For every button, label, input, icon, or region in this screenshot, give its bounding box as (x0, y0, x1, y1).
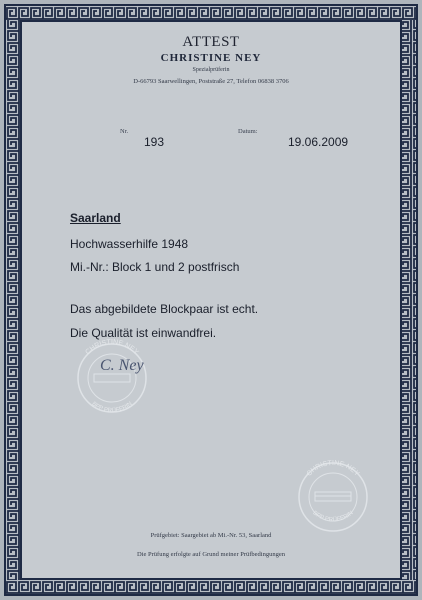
examiner-address: D-66793 Saarwellingen, Poststraße 27, Telefon 06838 3706 (133, 78, 289, 85)
date-value: 19.06.2009 (288, 135, 349, 149)
number-label: Nr. (120, 128, 129, 135)
authenticity-statement: Das abgebildete Blockpaar ist echt. (70, 302, 259, 316)
svg-text:CHRISTINE NEY: CHRISTINE NEY (84, 338, 140, 357)
svg-text:BPP PRÜFERIN: BPP PRÜFERIN (90, 401, 134, 415)
svg-text:BPP PRÜFERIN: BPP PRÜFERIN (311, 510, 355, 524)
footer-conditions: Die Prüfung erfolgte auf Grund meiner Prüfbedingungen (136, 551, 285, 558)
region-heading: Saarland (70, 211, 121, 225)
embossed-seal-signature (62, 332, 162, 416)
catalog-number: Mi.-Nr.: Block 1 und 2 postfrisch (70, 260, 240, 274)
examiner-name: CHRISTINE NEY (160, 52, 262, 64)
svg-text:CHRISTINE NEY: CHRISTINE NEY (305, 459, 361, 478)
embossed-seal (290, 452, 376, 538)
certificate-title: ATTEST (182, 34, 240, 50)
issue-name: Hochwasserhilfe 1948 (70, 237, 189, 251)
quality-statement: Die Qualität ist einwandfrei. (70, 326, 217, 340)
signature: C. Ney (100, 357, 144, 374)
footer-exam-area: Prüfgebiet: Saargebiet ab Mi.-Nr. 53, Saarland (150, 532, 272, 539)
date-label: Datum: (238, 128, 258, 135)
examiner-subtitle: Spezialprüferin (192, 67, 230, 73)
number-value: 193 (144, 135, 165, 149)
